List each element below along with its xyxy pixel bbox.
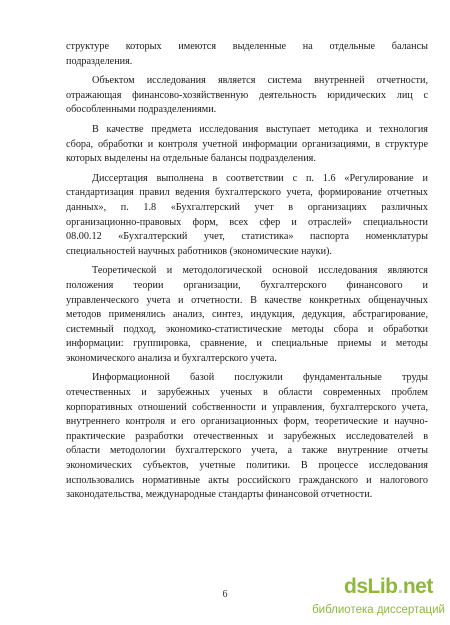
paragraph-p2 [66, 123, 428, 167]
text-line: практические разработки отечественных и зарубежных исследователей в [66, 430, 428, 442]
paragraph-p4 [66, 264, 428, 366]
text-line: Объектом исследования является система внутренней отчетности, [92, 75, 428, 87]
text-line: корпоративных отношений собственности и управления, бухгалтерского учета, [66, 401, 428, 413]
watermark-logo-right: net [402, 575, 433, 598]
text-line: данных», п. 1.8 «Бухгалтерский учет в организациях различных [66, 201, 428, 213]
text-line: В качестве предмета исследования выступает методика и технология [92, 123, 428, 135]
watermark[interactable] [300, 575, 445, 621]
text-line: экономического анализа и бухгалтерского учета. [66, 352, 277, 364]
text-line: законодательства, международные стандарты финансовой отчетности. [66, 489, 373, 501]
page-number: 6 [222, 589, 228, 600]
text-line: стандартизация правил ведения бухгалтерского учета, формирование отчетных [66, 187, 428, 199]
text-line: обособленными подразделениями. [66, 104, 217, 116]
text-line: отражающая финансово-хозяйственную деятельность юридических лиц с [66, 89, 428, 101]
text-line: которых выделены на отдельные балансы подразделения. [66, 153, 316, 165]
watermark-logo [344, 575, 433, 599]
watermark-logo-sep: . [397, 575, 403, 598]
paragraph-p0 [66, 40, 428, 69]
text-line: отечественных и зарубежных ученых в области современных проблем [66, 387, 428, 399]
text-line: информации: группировка, сравнение, и специальные приемы и методы [66, 338, 428, 350]
text-line: экономических субъектов, учетные политики. В процессе исследования [66, 460, 428, 472]
text-line: 08.00.12 «Бухгалтерский учет, статистика» паспорта номенклатуры [66, 231, 428, 243]
watermark-logo-left: dsLib [344, 575, 398, 598]
text-line: управленческого учета и отчетности. В качестве конкретных общенаучных [66, 294, 428, 306]
document-body [66, 40, 428, 508]
text-line: сбора, обработки и контроля учетной информации организациями, в структуре [66, 138, 428, 150]
text-line: области методологии бухгалтерского учета, а также внутренние отчеты [66, 445, 428, 457]
text-line: организационно-правовых форм, всех сфер и отраслей» специальности [66, 216, 428, 228]
paragraph-p1 [66, 74, 428, 118]
text-line: подразделения. [66, 55, 133, 67]
paragraph-p3 [66, 172, 428, 260]
text-line: внутреннего контроля и его организационных форм, теоретические и научно- [66, 416, 428, 428]
text-line: специальностей научных работников (экономические науки). [66, 245, 332, 257]
paragraph-p5 [66, 371, 428, 502]
text-line: структуре которых имеются выделенные на отдельные балансы [66, 41, 428, 52]
text-line: системный подход, экономико-статистические методы сбора и обработки [66, 323, 428, 335]
watermark-subtitle: библиотека диссертаций [312, 604, 445, 616]
text-line: Информационной базой послужили фундаментальные труды [92, 372, 428, 384]
text-line: положения теории организации, бухгалтерского финансового и [66, 279, 428, 291]
text-line: Теоретической и методологической основой исследования являются [92, 265, 428, 277]
text-line: использовались нормативные акты российского гражданского и налогового [66, 474, 428, 486]
text-line: методов применялись анализ, синтез, индукция, дедукция, абстрагирование, [66, 309, 428, 321]
text-line: Диссертация выполнена в соответствии с п. 1.6 «Регулирование и [92, 172, 428, 184]
